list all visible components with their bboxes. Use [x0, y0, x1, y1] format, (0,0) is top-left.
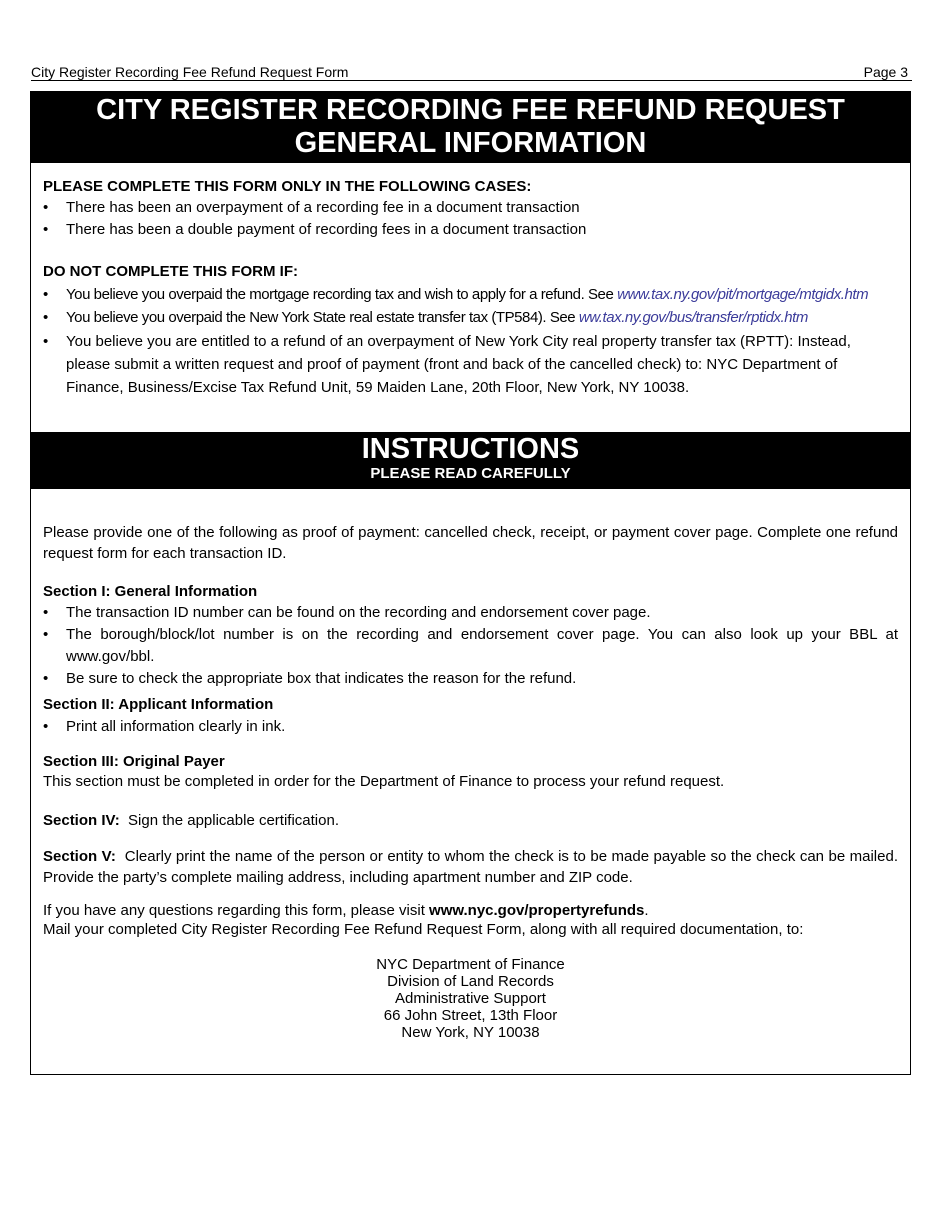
banner-title-line2: GENERAL INFORMATION: [294, 127, 647, 159]
instructions-banner: [31, 432, 910, 489]
list-item: [43, 716, 898, 738]
questions-suffix: .: [644, 902, 649, 919]
page-header: [31, 64, 912, 81]
section4-paragraph: [43, 810, 898, 831]
list-item: [43, 624, 898, 668]
mailing-address: [31, 956, 910, 1041]
section3-heading: Section III: Original Payer: [43, 753, 225, 770]
section5-text: Clearly print the name of the person or entity to whom the check is to be made payable so the check can be mailed. Provide the party’s complete mailing address, including apartment number and ZIP code.: [43, 848, 907, 886]
address-line: Administrative Support: [395, 990, 546, 1007]
bullet-icon: •: [43, 718, 49, 735]
list-item-text: Be sure to check the appropriate box that indicates the reason for the refund.: [66, 670, 577, 687]
bullet-icon: •: [43, 604, 49, 621]
address-line: 66 John Street, 13th Floor: [383, 1007, 558, 1024]
form-name: City Register Recording Fee Refund Request Form: [31, 64, 349, 80]
list-item-text: The borough/block/lot number is on the recording and endorsement cover page. You can also look up your BBL at www.gov/bbl.: [66, 626, 898, 665]
intro-paragraph: Please provide one of the following as proof of payment: cancelled check, receipt, or payment cover page. Complete one refund request form for each transaction ID.: [43, 524, 898, 562]
transfer-tax-link[interactable]: ww.tax.ny.gov/bus/transfer/rptidx.htm: [578, 309, 808, 326]
section4-label: Section IV:: [43, 812, 120, 829]
list-item-text: You believe you overpaid the New York State real estate transfer tax (TP584). See: [66, 309, 579, 326]
section5-paragraph: [43, 846, 907, 888]
list-item-text: The transaction ID number can be found on the recording and endorsement cover page.: [66, 604, 651, 621]
list-item: [43, 307, 898, 329]
list-item-text: There has been a double payment of recording fees in a document transaction: [66, 221, 587, 238]
instructions-subtitle: PLEASE READ CAREFULLY: [370, 465, 571, 482]
address-line: NYC Department of Finance: [376, 956, 565, 973]
page-number: Page 3: [863, 64, 908, 80]
bullet-icon: •: [43, 670, 49, 687]
list-item: [43, 219, 898, 241]
bullet-icon: •: [43, 309, 48, 326]
list-item-text: Print all information clearly in ink.: [66, 718, 286, 735]
list-item-text: There has been an overpayment of a recording fee in a document transaction: [66, 199, 580, 216]
address-line: New York, NY 10038: [401, 1024, 540, 1041]
instructions-title: INSTRUCTIONS: [361, 433, 580, 465]
list-item-text: You believe you are entitled to a refund of an overpayment of New York City real property transfer tax (RPTT): Instead, please submit a written request and proof of payment (front and back of the cancelled check) to: NYC Department of Finance, Business/Excise Tax Refund Unit, 59 Maiden Lane, 20th Floor, New York, NY 10038.: [66, 333, 851, 396]
list-item: [43, 668, 898, 690]
bullet-icon: •: [43, 199, 49, 216]
section4-text: Sign the applicable certification.: [119, 812, 339, 829]
bullet-icon: •: [43, 333, 49, 350]
banner-title-line1: CITY REGISTER RECORDING FEE REFUND REQUEST: [96, 94, 845, 126]
bullet-icon: •: [43, 221, 49, 238]
list-item: [43, 284, 898, 306]
list-item-text: You believe you overpaid the mortgage recording tax and wish to apply for a refund. See: [66, 286, 618, 303]
section3-text: This section must be completed in order for the Department of Finance to process your refund request.: [43, 773, 725, 790]
bullet-icon: •: [43, 286, 48, 303]
mortgage-tax-link[interactable]: www.tax.ny.gov/pit/mortgage/mtgidx.htm: [617, 286, 869, 303]
do-not-complete-heading: DO NOT COMPLETE THIS FORM IF:: [43, 263, 298, 280]
section2-heading: Section II: Applicant Information: [43, 696, 274, 713]
form-frame: [30, 91, 911, 1075]
bullet-icon: •: [43, 626, 49, 643]
list-item: [43, 197, 898, 219]
questions-line: [43, 902, 898, 920]
address-line: Division of Land Records: [387, 973, 554, 990]
list-item: [43, 330, 898, 399]
general-info-banner: [31, 92, 910, 163]
property-refunds-link[interactable]: www.nyc.gov/propertyrefunds: [429, 902, 645, 919]
section5-label: Section V:: [43, 848, 116, 865]
questions-prefix: If you have any questions regarding this form, please visit: [43, 902, 430, 919]
mail-instructions: Mail your completed City Register Recording Fee Refund Request Form, along with all required documentation, to:: [43, 921, 804, 938]
complete-cases-heading: PLEASE COMPLETE THIS FORM ONLY IN THE FOLLOWING CASES:: [43, 178, 532, 195]
list-item: [43, 602, 898, 624]
section1-heading: Section I: General Information: [43, 583, 258, 600]
